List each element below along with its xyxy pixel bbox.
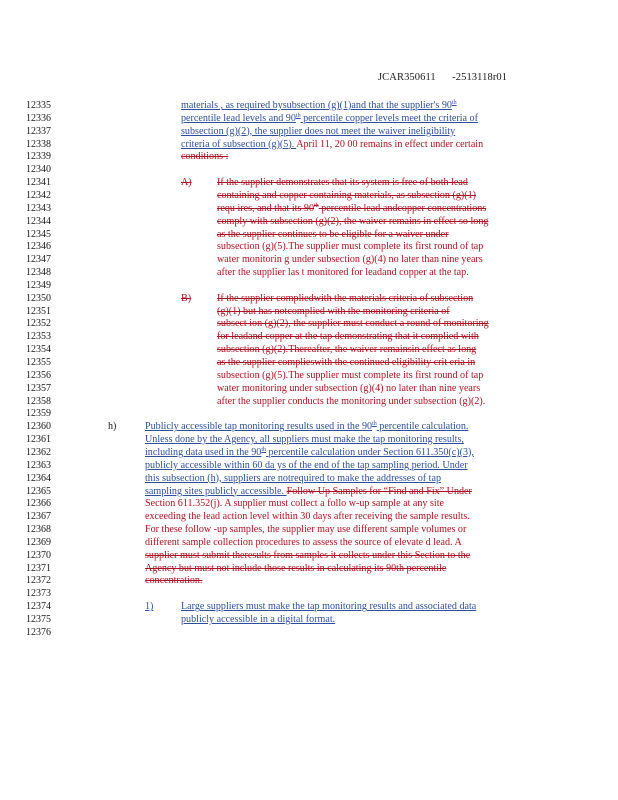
text-line	[145, 550, 470, 562]
inserted-text: percentile copper levels meet the criteria of	[300, 112, 478, 124]
deleted-text: conditions :	[181, 151, 229, 163]
page-header	[378, 72, 507, 83]
line-number: 12346	[26, 241, 51, 253]
line-number: 12374	[26, 601, 51, 613]
text-line	[181, 100, 457, 112]
deleted-text: percentile lead andcopper concentrations	[318, 202, 487, 214]
deleted-text: as the supplier continues to be eligible for a waiver under	[217, 228, 449, 240]
text-line	[217, 254, 483, 266]
line-number: 12360	[26, 421, 51, 433]
text-line	[217, 241, 483, 253]
deleted-text: containing and copper containing materials, as subsection (g)(1)	[217, 189, 476, 201]
inserted-text: th	[295, 112, 301, 119]
text-line	[217, 293, 473, 305]
text-run: water monitorin g under subsection (g)(4) no later than nine years	[217, 254, 483, 266]
deleted-text: Agency but must not include those results in calculating its 90th percentile	[145, 562, 447, 574]
line-number: 12350	[26, 292, 51, 304]
line-number: 12370	[26, 549, 51, 561]
line-number: 12336	[26, 112, 51, 124]
inserted-text: percentile lead levels and 90	[181, 112, 296, 124]
line-number: 12355	[26, 357, 51, 368]
line-number: 12356	[26, 369, 51, 381]
text-line	[145, 434, 464, 446]
line-number: 12372	[26, 575, 51, 587]
line-number: 12351	[26, 305, 51, 317]
line-number: 12373	[26, 588, 51, 600]
text-line	[145, 524, 466, 536]
line-number: 12341	[26, 177, 51, 189]
line-number: 12361	[26, 434, 51, 446]
text-line	[217, 190, 476, 202]
deleted-text: subsect ion (g)(2), the supplier must conduct a round of monitoring	[217, 318, 489, 330]
text-run: different sample collection procedures to assess the source of elevate d lead. A	[145, 536, 462, 548]
text-run: subsection (g)(5).The supplier must complete its first round of tap	[217, 241, 484, 253]
text-run: For these follow -up samples, the supplier may use different sample volumes or	[145, 524, 467, 536]
text-line	[181, 151, 228, 163]
text-run: exceeding the lead action level within 30 days after receiving the sample results.	[145, 511, 470, 523]
text-line	[181, 177, 192, 189]
inserted-text: th	[451, 100, 457, 106]
line-number: 12348	[26, 267, 51, 279]
line-number: 12349	[26, 279, 51, 291]
text-line	[145, 601, 153, 613]
text-line	[217, 318, 489, 330]
text-line	[145, 511, 470, 523]
deleted-text: comply with subsection (g)(2), the waiver remains in effect so long	[217, 215, 489, 227]
deleted-text: requ ires, and that its 90	[217, 202, 314, 214]
line-number: 12359	[26, 408, 51, 420]
deleted-text: th	[314, 202, 319, 209]
line-number: 12367	[26, 511, 51, 523]
text-line	[217, 396, 485, 408]
text-line	[217, 370, 483, 382]
text-line	[217, 267, 469, 279]
inserted-text: publicly accessible within 60 da ys of the end of the tap sampling period. Under	[145, 459, 468, 471]
line-number: 12354	[26, 344, 51, 356]
inserted-text: Large suppliers must make the tap monitoring results and associated data	[181, 601, 477, 613]
inserted-text: percentile calculation under Section 611.350(c)(3),	[266, 446, 474, 458]
text-run: after the supplier las t monitored for leadand copper at the tap.	[217, 267, 469, 279]
line-number: 12365	[26, 485, 51, 497]
text-run: after the supplier conducts the monitoring under subsection (g)(2).	[217, 395, 486, 407]
inserted-text: including data used in the 90	[145, 446, 262, 458]
deleted-text: concentration.	[145, 575, 203, 587]
line-number: 12337	[26, 125, 51, 137]
deleted-text: subsection (g)(2).Thereafter, the waiver remainsin effect as long	[217, 344, 477, 356]
line-number: 12364	[26, 472, 51, 484]
line-number: 12369	[26, 536, 51, 548]
inserted-text: this subsection (h), suppliers are notrequired to make the addresses of tap	[145, 472, 442, 484]
text-line	[181, 614, 335, 626]
text-run: subsection (g)(5).The supplier must complete its first round of tap	[217, 369, 484, 381]
text-line	[181, 139, 483, 151]
line-number: 12344	[26, 215, 51, 227]
text-line	[145, 498, 444, 510]
doc-revision: -2513118r01	[452, 72, 508, 83]
text-line	[217, 306, 450, 318]
text-line	[145, 563, 446, 575]
text-line	[217, 357, 475, 369]
text-run: h)	[108, 421, 117, 433]
text-line	[217, 344, 476, 356]
line-number: 12352	[26, 318, 51, 330]
line-number: 12343	[26, 202, 51, 214]
deleted-text: (g)(1) but has notcomplied with the monitoring criteria of	[217, 305, 450, 317]
text-line	[145, 447, 474, 459]
text-run: water monitoring under subsection (g)(4) no later than nine years	[217, 382, 481, 394]
inserted-text: Publicly accessible tap monitoring results used in the 90	[145, 421, 373, 433]
inserted-text: criteria of subsection (g)(5).	[181, 138, 297, 150]
inserted-text: th	[261, 446, 267, 453]
deleted-text: as the supplier complieswith the continued eligibility crit eria in	[217, 357, 476, 368]
inserted-text: 1)	[145, 601, 154, 613]
inserted-text: publicly accessible in a digital format.	[181, 614, 336, 625]
line-number: 12339	[26, 151, 51, 163]
line-number: 12358	[26, 395, 51, 407]
text-line	[145, 421, 468, 433]
deleted-text: B)	[181, 292, 192, 304]
line-number: 12366	[26, 498, 51, 510]
text-line	[217, 331, 479, 343]
inserted-text: materials , as required bysubsection (g)(1)and that the supplier's 90	[181, 100, 452, 111]
text-line	[145, 537, 462, 549]
line-number: 12376	[26, 626, 51, 638]
inserted-text: Unless done by the Agency, all suppliers must make the tap monitoring results,	[145, 434, 464, 446]
text-line	[217, 229, 449, 241]
deleted-text: A)	[181, 177, 192, 189]
text-line	[181, 126, 455, 138]
text-line	[145, 473, 441, 485]
line-number: 12345	[26, 228, 51, 240]
doc-code: JCAR350611	[378, 72, 436, 83]
text-run: Section 611.352(j). A supplier must collect a follo w-up sample at any site	[145, 498, 445, 510]
text-line	[181, 113, 478, 125]
text-line	[108, 421, 116, 433]
text-line	[181, 601, 476, 613]
deleted-text: supplier must submit theresults from samples it collects under this Section to the	[145, 549, 471, 561]
line-number: 12363	[26, 459, 51, 471]
line-number: 12338	[26, 138, 51, 150]
text-line	[145, 460, 468, 472]
line-number: 12342	[26, 189, 51, 201]
line-number: 12335	[26, 100, 51, 111]
line-number: 12368	[26, 524, 51, 536]
inserted-text: percentile calculation.	[376, 421, 469, 433]
inserted-text: th	[372, 421, 377, 428]
line-number: 12375	[26, 614, 51, 625]
text-line	[145, 575, 202, 587]
deleted-text: If the supplier demonstrates that its system is free of both lead	[217, 177, 468, 189]
inserted-text: sampling sites publicly accessible.	[145, 485, 287, 497]
text-line	[217, 177, 468, 189]
deleted-text: If the supplier compliedwith the materials criteria of subsection	[217, 292, 474, 304]
line-number: 12340	[26, 164, 51, 176]
line-number: 12362	[26, 446, 51, 458]
deleted-text: Follow Up Samples for “Find and Fix” Under	[286, 485, 472, 497]
text-line	[181, 293, 191, 305]
line-number: 12347	[26, 254, 51, 266]
text-run: April 11, 20 00 remains in effect under certain	[296, 138, 484, 150]
text-line	[217, 383, 480, 395]
line-number: 12353	[26, 331, 51, 343]
line-number: 12371	[26, 562, 51, 574]
deleted-text: for leadand copper at the tap demonstrating that it complied with	[217, 331, 479, 343]
text-line	[217, 203, 486, 215]
line-number: 12357	[26, 382, 51, 394]
inserted-text: subsection (g)(2), the supplier does not meet the waiver ineligibility	[181, 125, 456, 137]
text-line	[217, 216, 488, 228]
text-line	[145, 486, 472, 498]
